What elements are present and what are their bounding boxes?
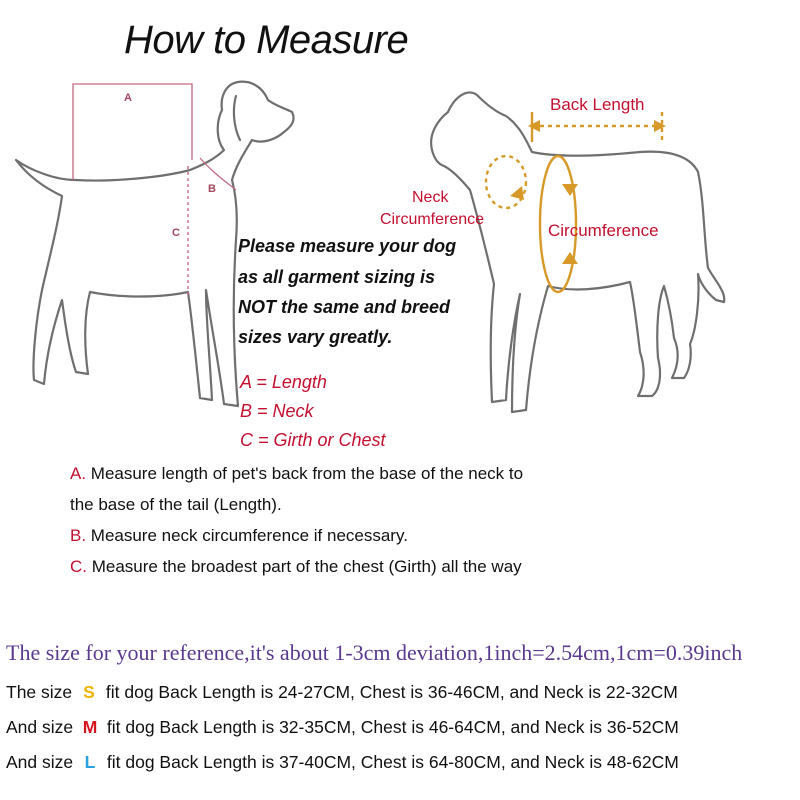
size-row-s: [6, 682, 678, 703]
legend-length: A = Length: [240, 372, 327, 392]
size-prefix: And size: [6, 717, 74, 737]
legend-neck: B = Neck: [240, 401, 314, 421]
note-line: sizes vary greatly.: [238, 327, 393, 347]
size-row-l: [6, 752, 679, 773]
size-letter-m: M: [82, 717, 98, 737]
note-line: Please measure your dog: [238, 236, 457, 256]
instruction-line: A. Measure length of pet's back from the base of the neck to: [70, 464, 524, 483]
neck-label-line1: Neck: [412, 189, 449, 206]
instruction-line: B. Measure neck circumference if necessary.: [70, 526, 408, 545]
letter-b: B: [208, 183, 216, 195]
size-letter-s: S: [83, 682, 95, 702]
legend-girth: C = Girth or Chest: [240, 430, 386, 450]
back-length-label: Back Length: [550, 95, 645, 114]
circumference-label: Circumference: [548, 221, 659, 240]
size-prefix: The size: [6, 682, 73, 702]
neck-label-line2: Circumference: [380, 211, 485, 228]
size-description: fit dog Back Length is 32-35CM, Chest is 46-64CM, and Neck is 36-52CM: [106, 717, 679, 737]
size-letter-l: L: [84, 752, 96, 772]
size-row-m: [6, 717, 679, 738]
letter-c: C: [172, 227, 180, 239]
instruction-line: the base of the tail (Length).: [70, 495, 282, 514]
size-prefix: And size: [6, 752, 74, 772]
instruction-line: C. Measure the broadest part of the chest (Girth) all the way: [70, 557, 522, 576]
size-description: fit dog Back Length is 24-27CM, Chest is 36-46CM, and Neck is 22-32CM: [105, 682, 678, 702]
note-line: as all garment sizing is: [238, 267, 436, 287]
right-dog-figure: [431, 93, 724, 412]
length-measure-line: [73, 84, 192, 180]
neck-circumference-loop: [486, 156, 526, 208]
letter-a: A: [124, 92, 132, 104]
page-title: How to Measure: [124, 18, 409, 62]
note-line: NOT the same and breed: [238, 297, 451, 317]
reference-title: The size for your reference,it's about 1-3cm deviation,1inch=2.54cm,1cm=0.39inch: [6, 640, 743, 665]
size-description: fit dog Back Length is 37-40CM, Chest is 64-80CM, and Neck is 48-62CM: [106, 752, 679, 772]
